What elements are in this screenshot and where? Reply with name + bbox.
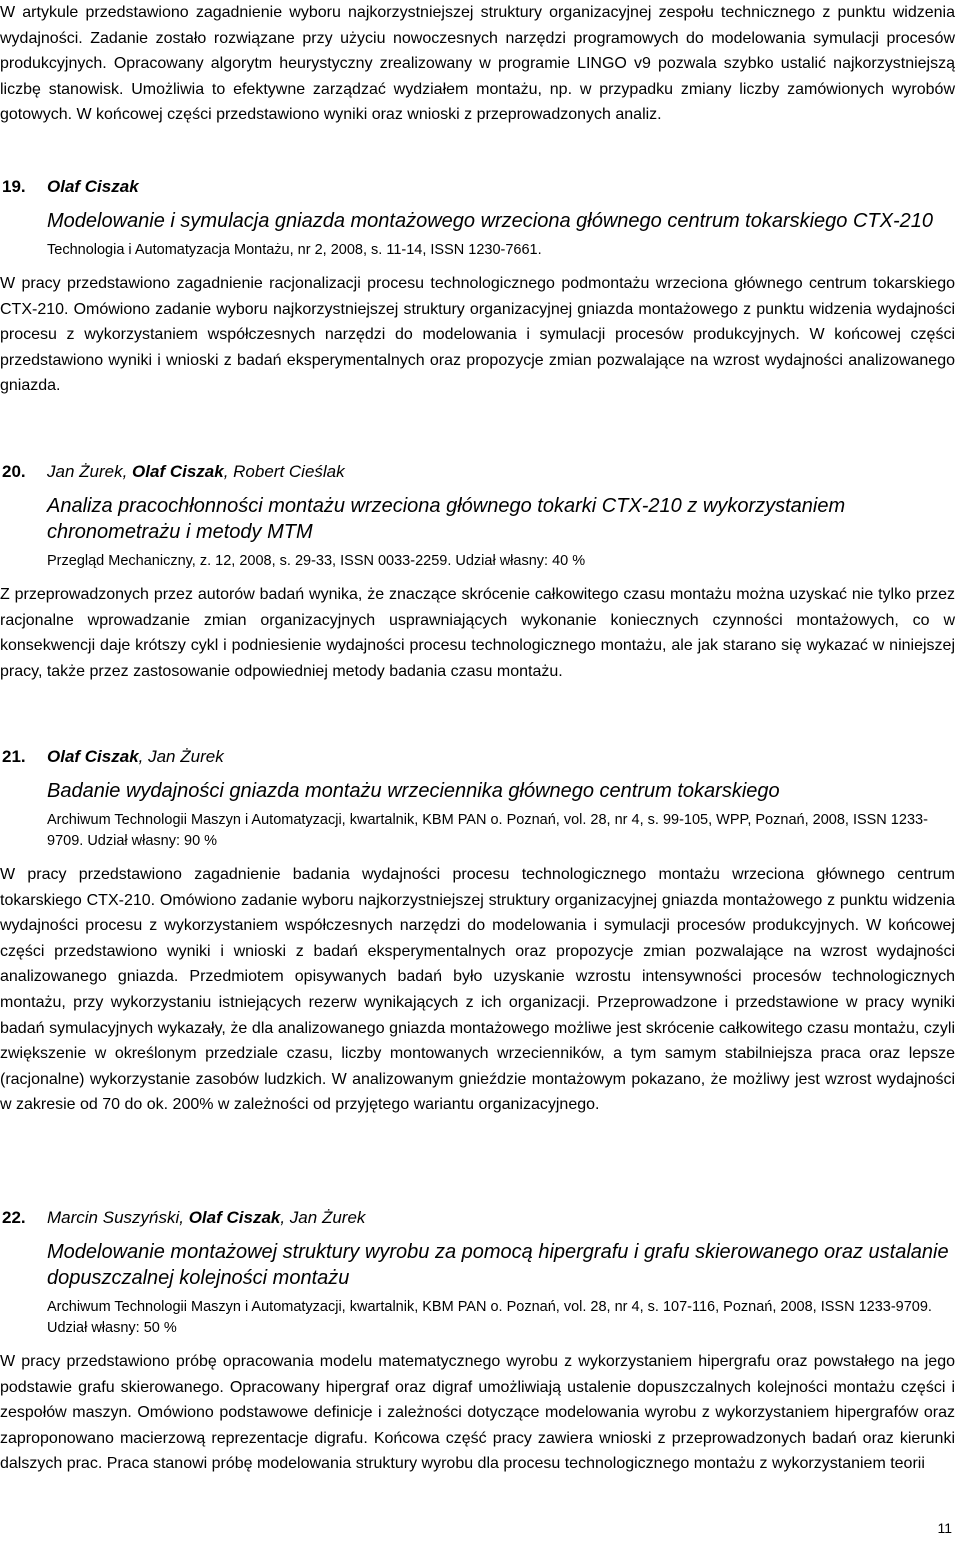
authors [47,177,139,196]
intro-paragraph: W artykule przedstawiono zagadnienie wyboru najkorzystniejszej struktury organizacyjnej zespołu technicznego z punktu widzenia wydajności. Zadanie zostało rozwiązane przy użyciu nowoczesnych narzędzi programowych do modelowania symulacji procesów produkcyjnych. Opracowany algorytm heurystyczny zrealizowany w programie LINGO v9 pozwala szybko ustalić najkorzystniejszą liczbę stanowisk. Umożliwia to efektywne zarządzać wydziałem montażu, np. w przypadku zmiany liczby zamówionych wyrobów gotowych. W końcowej części przedstawiono wyniki oraz wnioski z przeprowadzonych analiz. [0,4,955,124]
entry-header [2,176,955,198]
publication-entry-19 [0,176,955,399]
publication-source: Przegląd Mechaniczny, z. 12, 2008, s. 29-33, ISSN 0033-2259. Udział własny: 40 % [47,553,586,569]
author-bold: Olaf Ciszak [47,177,139,196]
authors [47,1208,365,1227]
entry-header [2,1207,955,1229]
entry-number: 20. [2,462,26,481]
publication-abstract: W pracy przedstawiono zagadnienie racjonalizacji procesu technologicznego podmontażu wrzeciona głównego centrum tokarskiego CTX-210. Omówiono zadanie wyboru najkorzystniejszej struktury organizacyjnej gniazda montażowego z punktu widzenia wydajności procesu z wykorzystaniem współczesnych narzędzi do modelowania i symulacji procesów produkcyjnych. W końcowej części przedstawiono wyniki i wnioski z badań eksperymentalnych oraz propozycje zmian pozwalające na wzrost wydajności analizowanego gniazda. [0,275,955,395]
publication-abstract: W pracy przedstawiono próbę opracowania modelu matematycznego wyrobu z wykorzystaniem hipergrafu oraz powstałego na jego podstawie grafu skierowanego. Opracowany hipergraf oraz digraf umożliwiają ustalenie dopuszczalnych kolejności montażu części i zespołów maszyn. Omówiono podstawowe definicje i zależności dotyczące modelowania wyrobu z wykorzystaniem hipergrafów oraz zaproponowano macierzową reprezentacje digrafu. Końcowa część pracy zawiera wnioski z przeprowadzonych badań oraz kierunki dalszych prac. Praca stanowi próbę modelowania struktury wyrobu dla procesu technologicznego montażu z wykorzystaniem teorii [0,1353,955,1473]
publication-title: Modelowanie montażowej struktury wyrobu za pomocą hipergrafu i grafu skierowanego oraz ustalanie dopuszczalnej kolejności montażu [47,1241,949,1289]
entry-header [2,461,955,483]
entry-number: 22. [2,1208,26,1227]
publication-abstract: W pracy przedstawiono zagadnienie badania wydajności procesu technologicznego montażu wrzeciona głównego centrum tokarskiego CTX-210. Omówiono zadanie wyboru najkorzystniejszej struktury organizacyjnej gniazda montażowego z punktu widzenia wydajności procesu z wykorzystaniem współczesnych narzędzi do modelowania i symulacji procesów produkcyjnych. W końcowej części przedstawiono wyniki i wnioski z badań eksperymentalnych oraz propozycje zmian pozwalające na wzrost wydajności analizowanego gniazda. Przedmiotem opisywanych badań było uzyskanie wzrostu intensywności procesów technologicznych montażu, przy wykorzystaniu istniejących rezerw wynikających z ich organizacji. Przeprowadzone i przedstawione w pracy wyniki badań symulacyjnych wykazały, że dla analizowanego gniazda montażowego możliwe jest skrócenie całkowitego czasu montażu, czyli zwiększenie w określonym przedziale czasu, liczby montowanych wrzecienników, a tym samym stabilniejsza praca oraz lepsze (racjonalne) wykorzystanie zasobów ludzkich. W analizowanym gnieździe montażowym pokazano, że możliwy jest wzrost wydajności w zakresie od 70 do ok. 200% w zależności od przyjętego wariantu organizacyjnego. [0,866,955,1114]
authors [47,747,224,766]
publication-source: Archiwum Technologii Maszyn i Automatyzacji, kwartalnik, KBM PAN o. Poznań, vol. 28, nr 4, s. 99-105, WPP, Poznań, 2008, ISSN 1233-9709. Udział własny: 90 % [47,812,928,849]
authors-pre: Marcin Suszyński, [47,1208,189,1227]
publication-title: Modelowanie i symulacja gniazda montażowego wrzeciona głównego centrum tokarskiego CTX-210 [47,210,934,232]
publication-source: Technologia i Automatyzacja Montażu, nr 2, 2008, s. 11-14, ISSN 1230-7661. [47,242,542,258]
publication-source: Archiwum Technologii Maszyn i Automatyzacji, kwartalnik, KBM PAN o. Poznań, vol. 28, nr 4, s. 107-116, Poznań, 2008, ISSN 1233-9709. Udział własny: 50 % [47,1299,932,1336]
publication-entry-20 [0,461,955,684]
author-bold: Olaf Ciszak [188,1208,281,1227]
author-bold: Olaf Ciszak [47,747,139,766]
page-number: 11 [937,1520,952,1536]
entry-number: 21. [2,747,26,766]
publication-entry-21 [0,746,955,1118]
publication-entry-22 [0,1207,955,1477]
entry-number: 19. [2,177,26,196]
publication-abstract: Z przeprowadzonych przez autorów badań wynika, że znaczące skrócenie całkowitego czasu montażu można uzyskać nie tylko przez racjonalne wprowadzanie zmian organizacyjnych usprawniających wykonanie koniecznych czynności montażowych, co w konsekwencji daje krótszy cykl i podniesienie wydajności procesu technologicznego montażu, ale jak starano się wykazać w niniejszej pracy, także przez zastosowanie odpowiedniej metody badania czasu montażu. [0,586,955,680]
publication-title: Badanie wydajności gniazda montażu wrzeciennika głównego centrum tokarskiego [47,780,780,802]
authors-rest: , Robert Cieślak [223,462,345,481]
authors-pre: Jan Żurek, [47,462,133,481]
authors-rest: , Jan Żurek [280,1208,366,1227]
authors-rest: , Jan Żurek [138,747,224,766]
author-bold: Olaf Ciszak [132,462,224,481]
authors [47,462,345,481]
entry-header [2,746,955,768]
publication-title: Analiza pracochłonności montażu wrzeciona głównego tokarki CTX-210 z wykorzystaniem chronometrażu i metody MTM [47,495,846,543]
